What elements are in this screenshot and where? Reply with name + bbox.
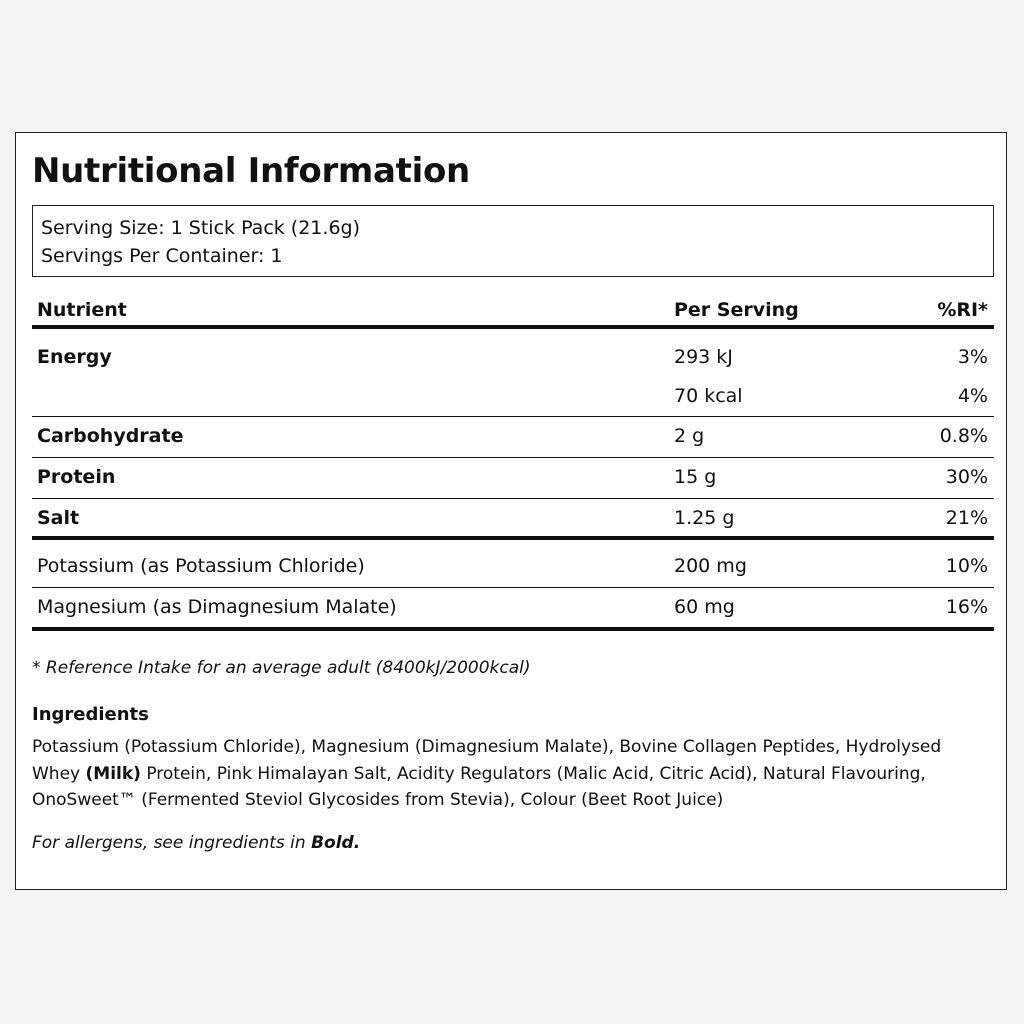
nutrient-name: Salt (37, 507, 80, 529)
per-serving-value: 293 kJ (674, 346, 733, 368)
per-serving-value: 200 mg (674, 555, 747, 577)
nutrient-name: Protein (37, 466, 116, 488)
ingredients-text (32, 734, 982, 814)
ri-value: 4% (957, 385, 988, 407)
serving-info-box (32, 205, 994, 277)
per-serving-value: 15 g (674, 466, 717, 488)
nutrient-name: Magnesium (as Dimagnesium Malate) (37, 596, 397, 618)
header-nutrient: Nutrient (37, 299, 127, 321)
header-ri: %RI* (937, 299, 988, 321)
nutrition-table (32, 293, 994, 631)
serving-size: Serving Size: 1 Stick Pack (21.6g) (41, 217, 361, 239)
nutrition-panel (15, 132, 1007, 890)
table-row-energy (32, 329, 994, 417)
reference-intake-footnote: * Reference Intake for an average adult (8400kJ/2000kcal) (32, 658, 531, 678)
per-serving-value: 60 mg (674, 596, 735, 618)
ri-value: 30% (945, 466, 988, 488)
ri-value: 16% (945, 596, 988, 618)
ri-value: 21% (945, 507, 988, 529)
allergen-note (32, 833, 360, 853)
nutrient-name: Potassium (as Potassium Chloride) (37, 555, 365, 577)
ri-value: 10% (945, 555, 988, 577)
table-row-potassium (32, 540, 994, 588)
table-row-protein (32, 458, 994, 499)
ri-value: 3% (957, 346, 988, 368)
per-serving-value: 1.25 g (674, 507, 735, 529)
header-per-serving: Per Serving (674, 299, 799, 321)
servings-per-container: Servings Per Container: 1 (41, 245, 283, 267)
ri-value: 0.8% (939, 425, 988, 447)
table-row-magnesium (32, 588, 994, 631)
nutrient-name: Energy (37, 346, 112, 368)
ingredients-text-part: Protein, Pink Himalayan Salt, Acidity Regulators (Malic Acid, Citric Acid), Natural Flavouring, OnoSweet™ (Fermented Steviol Glycosides from Stevia), Colour (Beet Root Juice) (32, 763, 926, 810)
per-serving-value: 70 kcal (674, 385, 743, 407)
allergen-milk: (Milk) (85, 763, 141, 784)
page-title: Nutritional Information (32, 151, 470, 191)
per-serving-value: 2 g (674, 425, 705, 447)
allergen-note-bold: Bold. (311, 833, 361, 853)
allergen-note-prefix: For allergens, see ingredients in (32, 833, 312, 853)
table-row-salt (32, 499, 994, 540)
ingredients-heading: Ingredients (32, 704, 149, 725)
table-header-row (32, 293, 994, 329)
table-row-carbohydrate (32, 417, 994, 458)
ingredients-text-part: Potassium (Potassium Chloride), Magnesium (Dimagnesium Malate), Bovine Collagen Peptides, Hydrolysed Whey (32, 737, 942, 784)
nutrient-name: Carbohydrate (37, 425, 184, 447)
